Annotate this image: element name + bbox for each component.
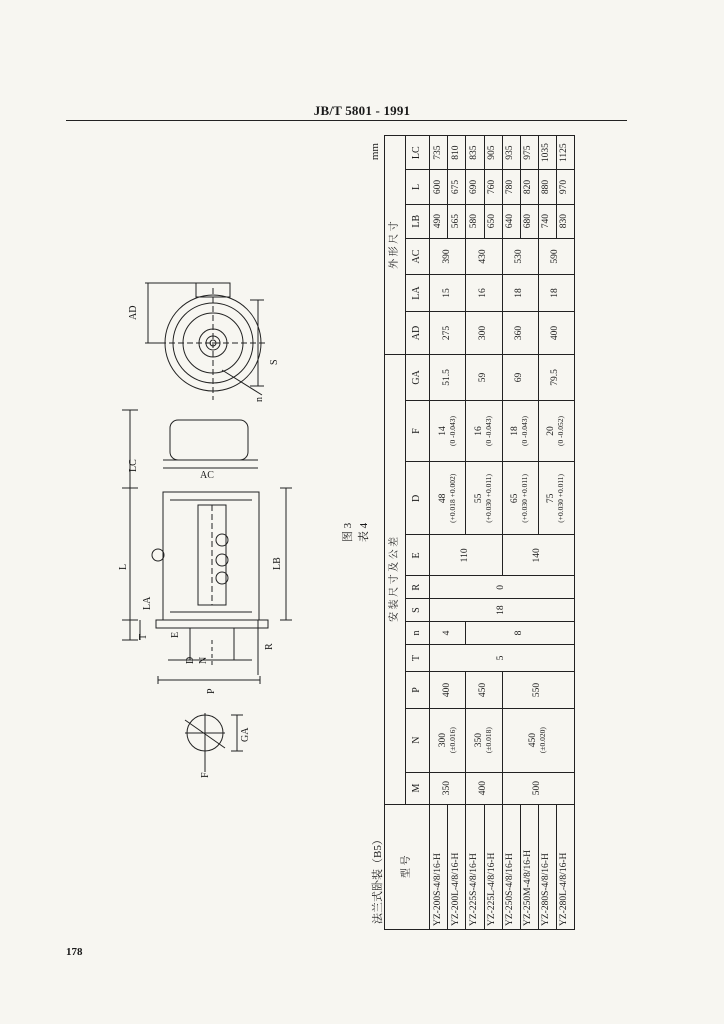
cell-lc: 905: [484, 136, 502, 170]
cell-d-tol: (+0.030 +0.011): [556, 473, 566, 523]
document-header-title: JB/T 5801 - 1991: [313, 103, 411, 118]
cell-l: 880: [538, 170, 556, 204]
cell-l: 600: [430, 170, 448, 204]
cell-m: 350: [430, 772, 466, 804]
table-row: [466, 136, 484, 930]
cell-f: [538, 400, 574, 462]
cell-d: [466, 462, 502, 535]
cell-model: YZ-200S-4/8/16-H: [430, 804, 448, 929]
table-block: [337, 135, 577, 930]
cell-ad: 400: [538, 311, 574, 354]
col-header: F: [406, 400, 430, 462]
cell-f-tol: (0 -0.043): [484, 416, 494, 447]
col-header: M: [406, 772, 430, 804]
dim-label-ac: AC: [200, 470, 214, 481]
dim-label-lb: LB: [272, 557, 283, 570]
col-header: n: [406, 622, 430, 645]
col-header: AD: [406, 311, 430, 354]
col-header: AC: [406, 238, 430, 275]
cell-p: 550: [502, 672, 574, 709]
col-header: N: [406, 708, 430, 772]
cell-p: 400: [430, 672, 466, 709]
cell-n-tol: (±0.018): [484, 727, 494, 754]
dim-label-la: LA: [142, 596, 153, 610]
cell-l: 970: [556, 170, 574, 204]
cell-model: YZ-280L-4/8/16-H: [556, 804, 574, 929]
cell-d: [502, 462, 538, 535]
cell-t: 5: [430, 644, 575, 671]
cell-l: 690: [466, 170, 484, 204]
dim-label-d: D: [185, 656, 196, 664]
cell-l: 820: [520, 170, 538, 204]
col-header: R: [406, 576, 430, 599]
cell-n-value: 350: [474, 733, 485, 748]
cell-d-value: 65: [510, 493, 521, 504]
col-header: LA: [406, 275, 430, 312]
dim-label-e: E: [170, 631, 181, 638]
cell-n-holes: 4: [430, 622, 466, 645]
dim-label-p: P: [206, 688, 217, 694]
cell-d-value: 55: [474, 493, 485, 504]
table-unit: mm: [369, 143, 381, 161]
cell-n-tol: (±0.020): [538, 727, 548, 754]
col-header: D: [406, 462, 430, 535]
dim-label-r: R: [264, 643, 275, 650]
cell-d-value: 75: [546, 493, 557, 504]
cell-n-value: 450: [528, 733, 539, 748]
cell-e: 110: [430, 535, 502, 576]
cell-e: 140: [502, 535, 574, 576]
cell-n-value: 300: [437, 733, 448, 748]
figure-caption: 图 3: [342, 522, 354, 543]
table-row: [430, 136, 448, 930]
shaft-end-view: [185, 713, 243, 772]
cell-model: YZ-200L-4/8/16-H: [448, 804, 466, 929]
cell-n: [430, 708, 466, 772]
col-header: LC: [406, 136, 430, 170]
cell-r: 0: [430, 576, 575, 599]
group-header-outline: 外 形 尺 寸: [385, 136, 406, 355]
cell-lc: 735: [430, 136, 448, 170]
cell-lc: 835: [466, 136, 484, 170]
cell-la: 18: [538, 275, 574, 312]
cell-lb: 830: [556, 204, 574, 238]
cell-lb: 650: [484, 204, 502, 238]
side-view: [122, 410, 292, 684]
cell-l: 780: [502, 170, 520, 204]
cell-lc: 1125: [556, 136, 574, 170]
page-number: 178: [66, 946, 83, 958]
cell-la: 15: [430, 275, 466, 312]
cell-d: [538, 462, 574, 535]
cell-s: 18: [430, 599, 575, 622]
cell-f-value: 20: [546, 426, 557, 436]
cell-model: YZ-225L-4/8/16-H: [484, 804, 502, 929]
cell-n-holes: 8: [466, 622, 575, 645]
col-header: L: [406, 170, 430, 204]
cell-ac: 390: [430, 238, 466, 275]
cell-p: 450: [466, 672, 502, 709]
cell-lb: 580: [466, 204, 484, 238]
table-title: 法兰式卧装（B5）: [372, 834, 384, 924]
cell-n: [466, 708, 502, 772]
cell-n: [502, 708, 574, 772]
dimension-table: [384, 135, 575, 930]
cell-ga: 79.5: [538, 355, 574, 401]
cell-ga: 59: [466, 355, 502, 401]
cell-lb: 490: [430, 204, 448, 238]
cell-lb: 565: [448, 204, 466, 238]
dim-label-s: S: [269, 359, 280, 365]
cell-f-value: 14: [437, 426, 448, 436]
col-header: P: [406, 672, 430, 709]
cell-d: [430, 462, 466, 535]
dim-label-l: L: [118, 563, 129, 570]
dim-label-ga: GA: [240, 727, 251, 742]
cell-la: 16: [466, 275, 502, 312]
cell-la: 18: [502, 275, 538, 312]
cell-ac: 530: [502, 238, 538, 275]
cell-d-tol: (+0.030 +0.011): [484, 473, 494, 523]
cell-model: YZ-280S-4/8/16-H: [538, 804, 556, 929]
cell-lb: 680: [520, 204, 538, 238]
cell-l: 760: [484, 170, 502, 204]
cell-ga: 51.5: [430, 355, 466, 401]
cell-lc: 975: [520, 136, 538, 170]
table-row: [502, 136, 520, 930]
cell-ad: 275: [430, 311, 466, 354]
cell-model: YZ-250S-4/8/16-H: [502, 804, 520, 929]
group-header-install: 安 装 尺 寸 及 公 差: [385, 355, 406, 804]
dim-label-n-small: n: [254, 397, 265, 402]
cell-f-tol: (0 -0.052): [556, 416, 566, 447]
dim-label-n: N: [198, 656, 209, 664]
end-view: [145, 283, 265, 400]
cell-f-tol: (0 -0.043): [447, 416, 457, 447]
cell-l: 675: [448, 170, 466, 204]
cell-f-tol: (0 -0.043): [520, 416, 530, 447]
cell-m: 500: [502, 772, 574, 804]
cell-model: YZ-225S-4/8/16-H: [466, 804, 484, 929]
cell-lc: 935: [502, 136, 520, 170]
cell-d-tol: (+0.030 +0.011): [520, 473, 530, 523]
cell-f: [502, 400, 538, 462]
cell-m: 400: [466, 772, 502, 804]
cell-lb: 740: [538, 204, 556, 238]
dim-label-ad: AD: [128, 305, 139, 320]
col-header: E: [406, 535, 430, 576]
cell-lb: 640: [502, 204, 520, 238]
cell-ga: 69: [502, 355, 538, 401]
cell-lc: 1035: [538, 136, 556, 170]
cell-f: [466, 400, 502, 462]
table-caption: 表 4: [358, 522, 370, 543]
col-header: S: [406, 599, 430, 622]
cell-ac: 430: [466, 238, 502, 275]
cell-f: [430, 400, 466, 462]
col-header: LB: [406, 204, 430, 238]
cell-n-tol: (±0.016): [447, 727, 457, 754]
dim-label-f: F: [200, 772, 211, 778]
cell-ad: 360: [502, 311, 538, 354]
col-header: T: [406, 644, 430, 671]
cell-f-value: 18: [510, 426, 521, 436]
col-header-model: 型 号: [385, 804, 430, 929]
table-row: [538, 136, 556, 930]
cell-f-value: 16: [474, 426, 485, 436]
dim-label-t: T: [138, 633, 149, 640]
cell-model: YZ-250M-4/8/16-H: [520, 804, 538, 929]
cell-lc: 810: [448, 136, 466, 170]
cell-ac: 590: [538, 238, 574, 275]
dim-label-lc: LC: [128, 459, 139, 472]
col-header: GA: [406, 355, 430, 401]
cell-ad: 300: [466, 311, 502, 354]
cell-d-value: 48: [437, 493, 448, 504]
cell-d-tol: (+0.018 +0.002): [447, 473, 457, 523]
